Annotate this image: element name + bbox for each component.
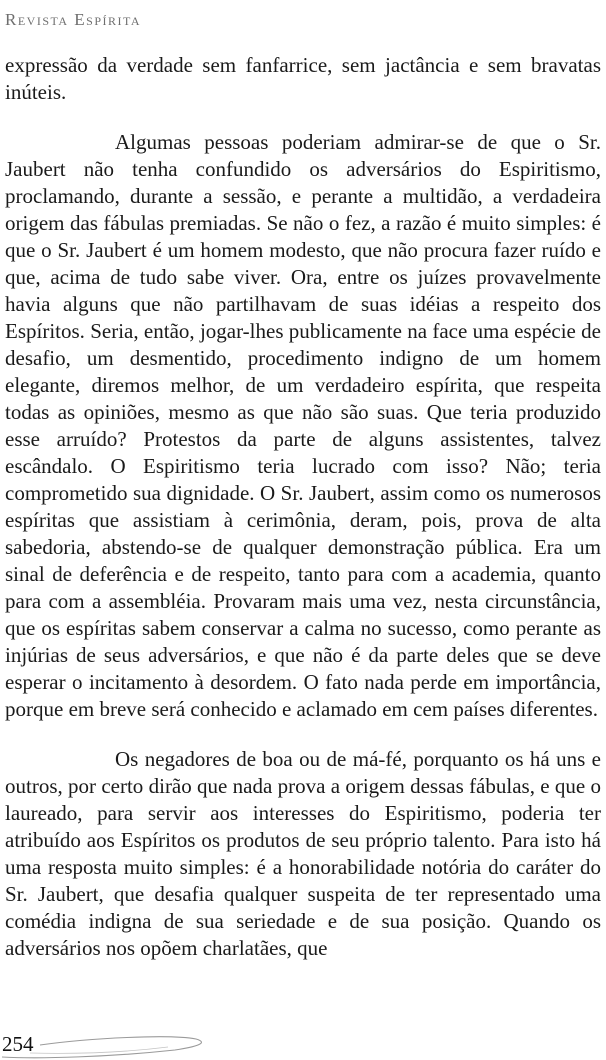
body-text [5, 52, 601, 962]
decorative-swash-icon [0, 1026, 240, 1060]
running-header: Revista Espírita [5, 10, 142, 29]
page-number: 254 [2, 1032, 34, 1056]
paragraph: Algumas pessoas poderiam admirar-se de que o Sr. Jaubert não tenha confundido os adversários do Espiritismo, proclamando, durante a sessão, e perante a multidão, a verdadeira origem das fábulas premiadas. Se não o fez, a razão é muito simples: é que o Sr. Jaubert é um homem modesto, que não procura fazer ruído e que, acima de tudo sabe viver. Ora, entre os juízes provavelmente havia alguns que não partilhavam de suas idéias a respeito dos Espíritos. Seria, então, jogar-lhes publicamente na face uma espécie de desafio, um desmentido, procedimento indigno de um homem elegante, diremos melhor, de um verdadeiro espírita, que respeita todas as opiniões, mesmo as que não são suas. Que teria produzido esse arruído? Protestos da parte de alguns assistentes, talvez escândalo. O Espiritismo teria lucrado com isso? Não; teria comprometido sua dignidade. O Sr. Jaubert, assim como os numerosos espíritas que assistiam à cerimônia, deram, pois, prova de alta sabedoria, abstendo-se de qualquer demonstração pública. Era um sinal de deferência e de respeito, tanto para com a academia, quanto para com a assembléia. Provaram mais uma vez, nesta circunstância, que os espíritas sabem conservar a calma no sucesso, como perante as injúrias de seus adversários, e que não é da parte deles que se deve esperar o incitamento à desordem. O fato nada perde em importância, porque em breve será conhecido e aclamado em cem países diferentes. [5, 130, 601, 721]
page-footer [0, 1026, 606, 1060]
paragraph: Os negadores de boa ou de má-fé, porquanto os há uns e outros, por certo dirão que nada prova a origem dessas fábulas, e que o laureado, para servir aos interesses do Espiritismo, poderia ter atribuído aos Espíritos os produtos de seu próprio talento. Para isto há uma resposta muito simples: é a honorabilidade notória do caráter do Sr. Jaubert, que desafia qualquer suspeita de ter representado uma comédia indigna de sua seriedade e de sua posição. Quando os adversários nos opõem charlatães, que [5, 747, 601, 960]
paragraph-continuation: expressão da verdade sem fanfarrice, sem jactância e sem bravatas inúteis. [5, 53, 601, 104]
